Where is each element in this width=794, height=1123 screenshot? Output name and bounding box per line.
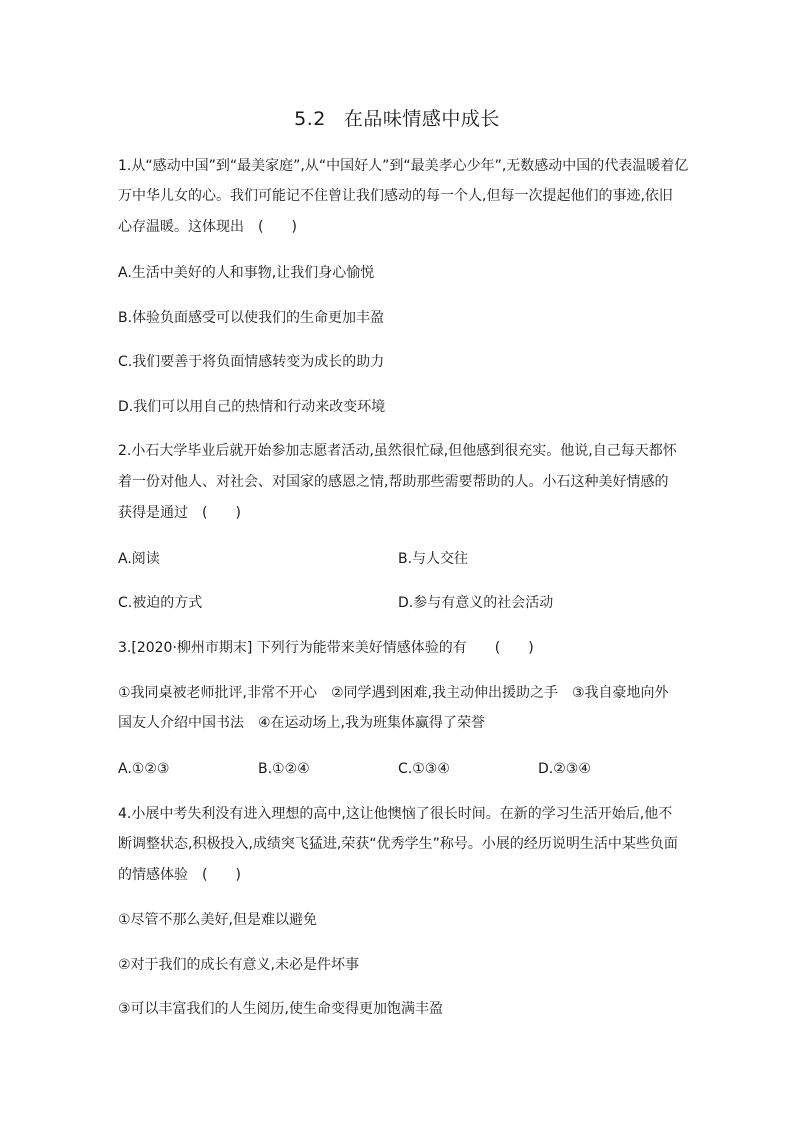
- q4-statement-2: ②对于我们的成长有意义,未必是件坏事: [118, 957, 359, 973]
- q3-option-b: B.①②④: [258, 761, 310, 777]
- q1-stem-line-1: 1.从“感动中国”到“最美家庭”,从“中国好人”到“最美孝心少年”,无数感动中国的代表温暖着亿: [118, 158, 689, 174]
- q2-stem-line-3: 获得是通过 ( ): [118, 505, 241, 521]
- q4-stem-line-1: 4.小展中考失利没有进入理想的高中,这让他懊恼了很长时间。在新的学习生活开始后,他不: [118, 806, 673, 822]
- q4-statement-1: ①尽管不那么美好,但是难以避免: [118, 912, 318, 928]
- section-number: 5.2: [294, 108, 326, 130]
- q1-stem-line-3: 心存温暖。这体现出 ( ): [118, 219, 297, 235]
- q2-stem-line-2: 着一份对他人、对社会、对国家的感恩之情,帮助那些需要帮助的人。小石这种美好情感的: [118, 474, 669, 490]
- page-title: [0, 104, 794, 131]
- q3-option-c: C.①③④: [398, 761, 450, 777]
- q1-option-d: D.我们可以用自己的热情和行动来改变环境: [118, 399, 386, 415]
- q2-option-c: C.被迫的方式: [118, 595, 203, 611]
- q2-option-d: D.参与有意义的社会活动: [398, 595, 554, 611]
- q4-statement-3: ③可以丰富我们的人生阅历,使生命变得更加饱满丰盈: [118, 1001, 443, 1017]
- q3-statement-line-1: ①我同桌被老师批评,非常不开心 ②同学遇到困难,我主动伸出援助之手 ③我自豪地向外: [118, 685, 669, 701]
- q2-option-a: A.阅读: [118, 551, 160, 567]
- q3-option-d: D.②③④: [538, 761, 591, 777]
- q2-option-b: B.与人交往: [398, 551, 469, 567]
- q3-statement-line-2: 国友人介绍中国书法 ④在运动场上,我为班集体赢得了荣誉: [118, 715, 485, 731]
- section-title: 在品味情感中成长: [343, 108, 500, 130]
- q2-stem-line-1: 2.小石大学毕业后就开始参加志愿者活动,虽然很忙碌,但他感到很充实。他说,自己每天都怀: [118, 443, 677, 459]
- q3-option-a: A.①②③: [118, 761, 170, 777]
- q1-stem-line-2: 万中华儿女的心。我们可能记不住曾让我们感动的每一个人,但每一次提起他们的事迹,依旧: [118, 188, 673, 204]
- q1-option-b: B.体验负面感受可以使我们的生命更加丰盈: [118, 310, 385, 326]
- q1-option-c: C.我们要善于将负面情感转变为成长的助力: [118, 354, 385, 370]
- q3-stem-line-1: 3.[2020·柳州市期末] 下列行为能带来美好情感体验的有 ( ): [118, 640, 534, 656]
- q4-stem-line-3: 的情感体验 ( ): [118, 867, 241, 883]
- q1-option-a: A.生活中美好的人和事物,让我们身心愉悦: [118, 265, 375, 281]
- q4-stem-line-2: 断调整状态,积极投入,成绩突飞猛进,荣获“优秀学生”称号。小展的经历说明生活中某些负面: [118, 836, 678, 852]
